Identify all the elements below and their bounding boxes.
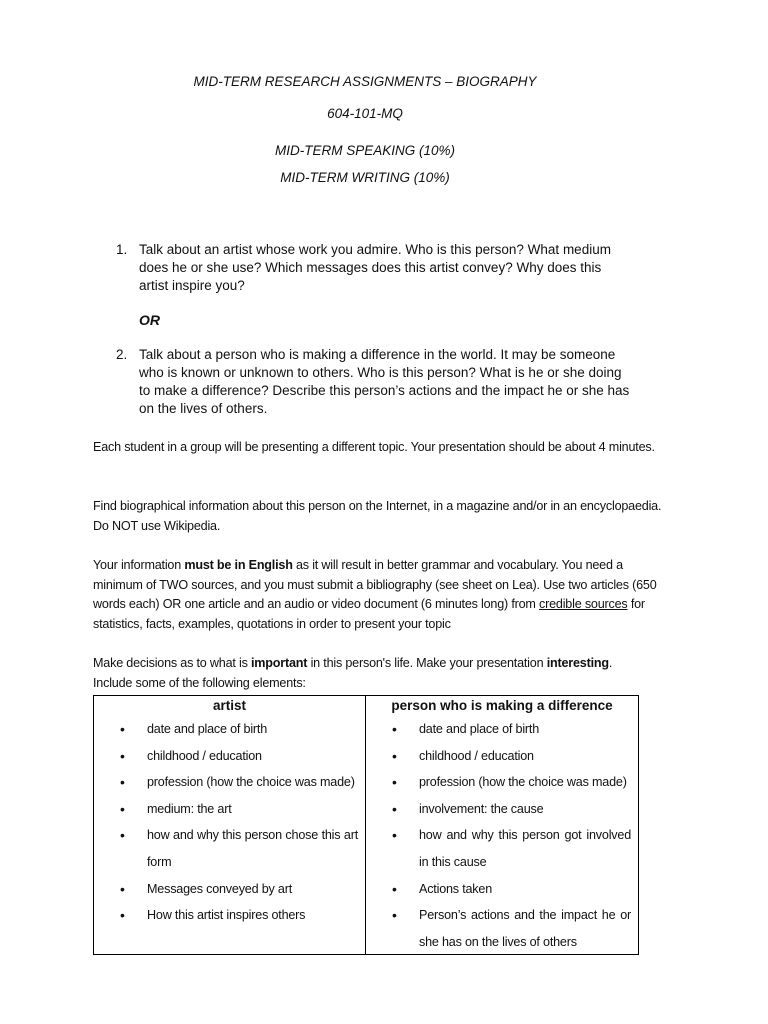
topic-number: 1. <box>116 242 128 257</box>
list-item: • childhood / education <box>366 743 638 770</box>
decisions-period: . <box>608 656 613 670</box>
list-item: • profession (how the choice was made) <box>94 769 365 796</box>
list-item: • profession (how the choice was made) <box>366 769 638 796</box>
topic-text: Talk about an artist whose work you admire. Who is this person? What medium does he or she use? Which messages does this artist convey? Why does this artist inspire you? <box>139 242 611 293</box>
course-code: 604-101-MQ <box>327 106 403 121</box>
requirements-text-1: Your information <box>93 558 185 572</box>
topic-text: Talk about a person who is making a difference in the world. It may be someone who is known or unknown to others. Who is this person? What is he or she doing to make a difference? Describe this person’s actions and the impact he or she has on the lives of others. <box>139 347 630 416</box>
list-item: • Person’s actions and the impact he or she has on the lives of others <box>366 902 638 955</box>
list-item: • how and why this person chose this art form <box>94 822 365 875</box>
paragraph-sources: Find biographical information about this person on the Internet, in a magazine and/or in an encyclopaedia. Do NOT use Wikipedia. <box>93 499 662 533</box>
list-item: • how and why this person got involved in this cause <box>366 822 638 875</box>
requirements-text-2: as it will result in better grammar and vocabulary. You need a minimum of TWO sources, and you must submit a bibliography (see sheet on Lea). Use two articles (650 words each) OR one article and an audio or video document (6 minutes long) from <box>93 558 657 611</box>
list-item: • childhood / education <box>94 743 365 770</box>
list-item: • Actions taken <box>366 876 638 903</box>
speaking-weight: MID-TERM SPEAKING (10%) <box>274 143 456 158</box>
document-title: MID-TERM RESEARCH ASSIGNMENTS – BIOGRAPHY <box>193 74 537 89</box>
difference-maker-list <box>366 716 638 955</box>
credible-sources-text: credible sources <box>539 597 628 611</box>
artist-list <box>94 716 365 929</box>
decisions-text-2: in this person's life. Make your presentation <box>307 656 547 670</box>
list-item: • How this artist inspires others <box>94 902 365 929</box>
elements-table <box>93 695 639 955</box>
important-text: important <box>251 656 308 670</box>
paragraph-requirements <box>93 556 673 634</box>
list-item: • date and place of birth <box>366 716 638 743</box>
artist-column <box>94 696 365 929</box>
list-item: • medium: the art <box>94 796 365 823</box>
english-requirement: must be in English <box>184 558 293 572</box>
list-item: • Messages conveyed by art <box>94 876 365 903</box>
topic-number: 2. <box>116 347 128 362</box>
difference-maker-column-header: person who is making a difference <box>391 698 613 713</box>
writing-weight: MID-TERM WRITING (10%) <box>280 170 450 185</box>
artist-column-header: artist <box>212 698 246 713</box>
difference-maker-column <box>366 696 638 955</box>
interesting-text: interesting <box>546 656 609 670</box>
paragraph-decisions <box>93 654 673 693</box>
requirements-text-3: for statistics, facts, examples, quotations in order to present your topic <box>93 597 645 631</box>
paragraph-presentation-length: Each student in a group will be presenting a different topic. Your presentation should be about 4 minutes. <box>93 440 655 454</box>
or-label: OR <box>139 312 160 328</box>
decisions-text-3: Include some of the following elements: <box>93 675 306 690</box>
list-item: • date and place of birth <box>94 716 365 743</box>
list-item: • involvement: the cause <box>366 796 638 823</box>
decisions-text-1: Make decisions as to what is <box>93 656 251 670</box>
